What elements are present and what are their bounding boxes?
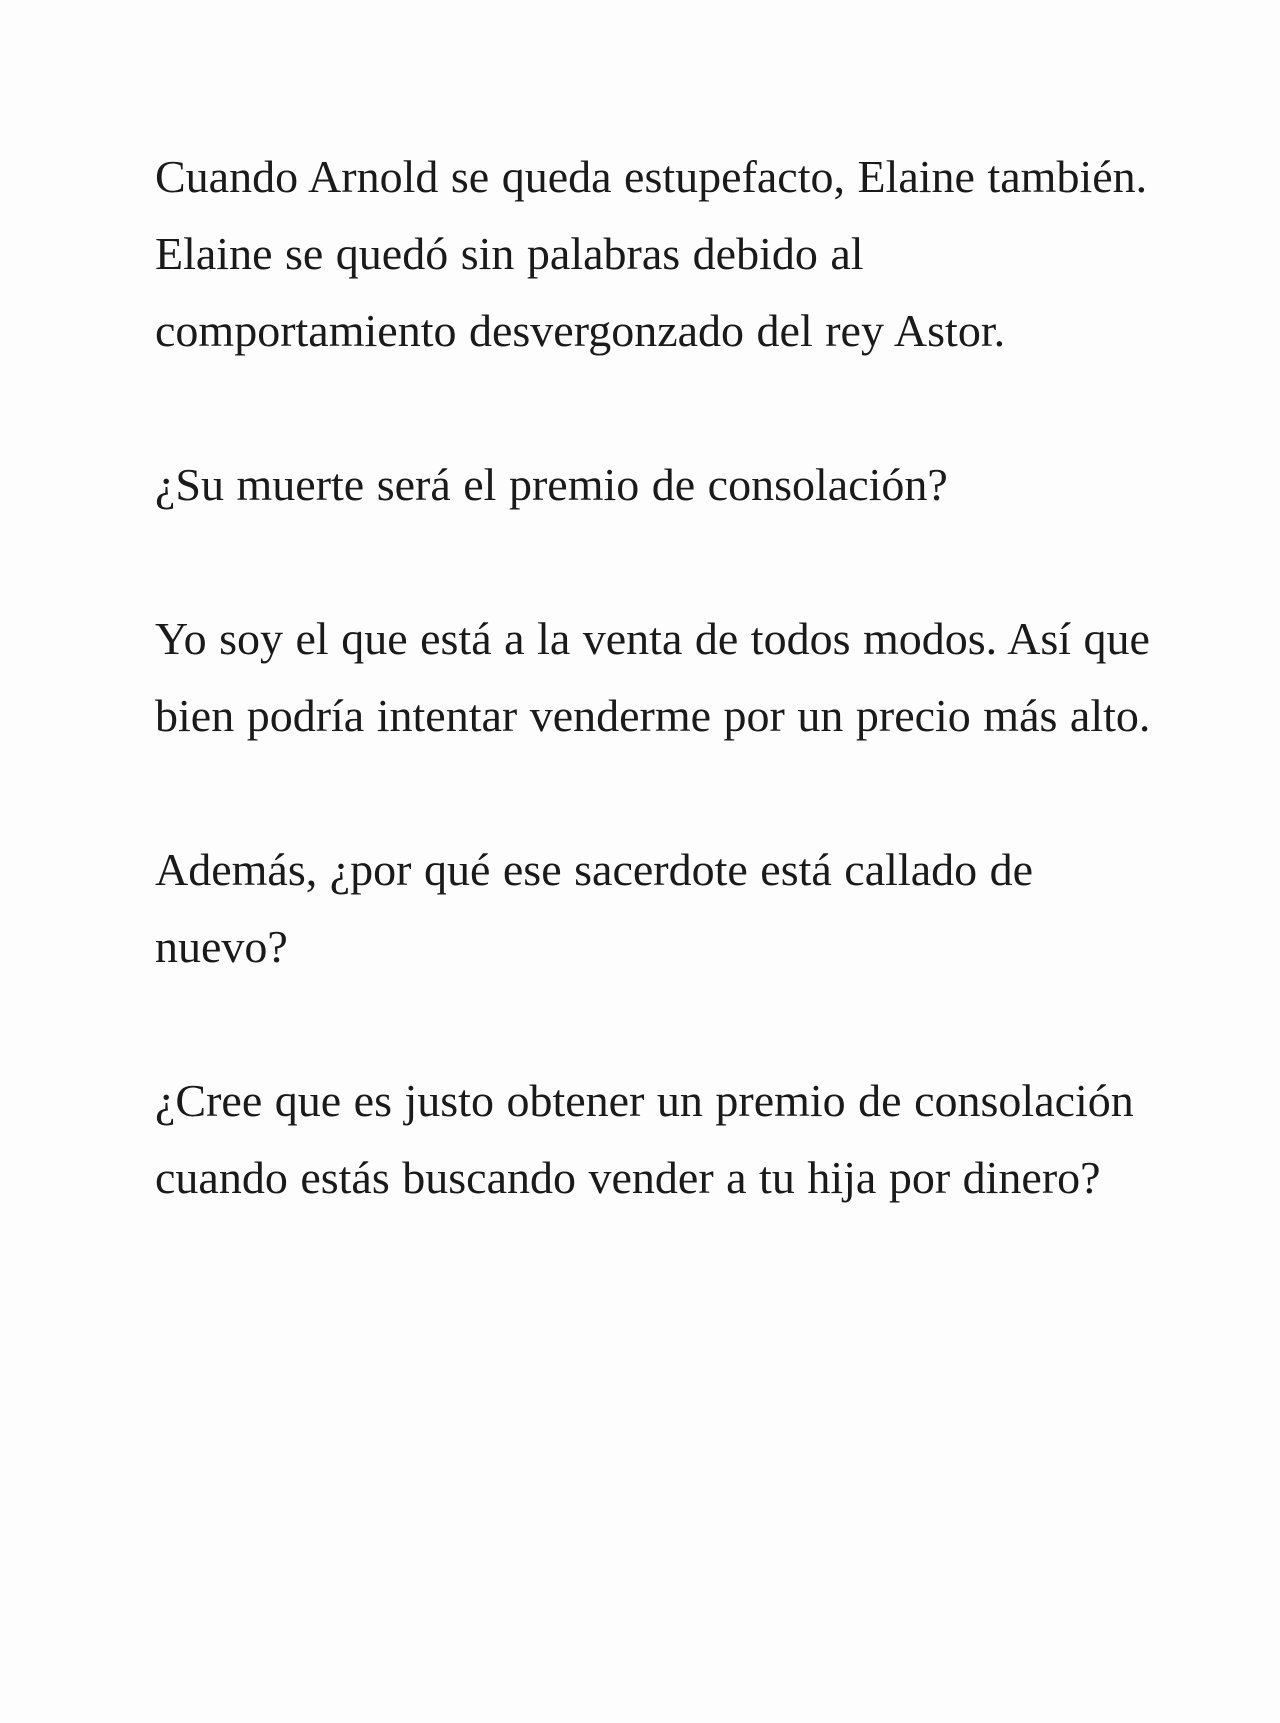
document-page: [155, 138, 1155, 1293]
paragraph: ¿Su muerte será el premio de consolación?: [155, 459, 948, 510]
paragraph: Cuando Arnold se queda estupefacto, Elaine también. Elaine se quedó sin palabras debido al comportamiento desvergonzado del rey Astor.: [155, 151, 1148, 356]
paragraph: Además, ¿por qué ese sacerdote está callado de nuevo?: [155, 844, 1034, 972]
paragraph: Yo soy el que está a la venta de todos modos. Así que bien podría intentar venderme por un precio más alto.: [155, 613, 1151, 741]
paragraph: ¿Cree que es justo obtener un premio de consolación cuando estás buscando vender a tu hija por dinero?: [155, 1075, 1134, 1203]
